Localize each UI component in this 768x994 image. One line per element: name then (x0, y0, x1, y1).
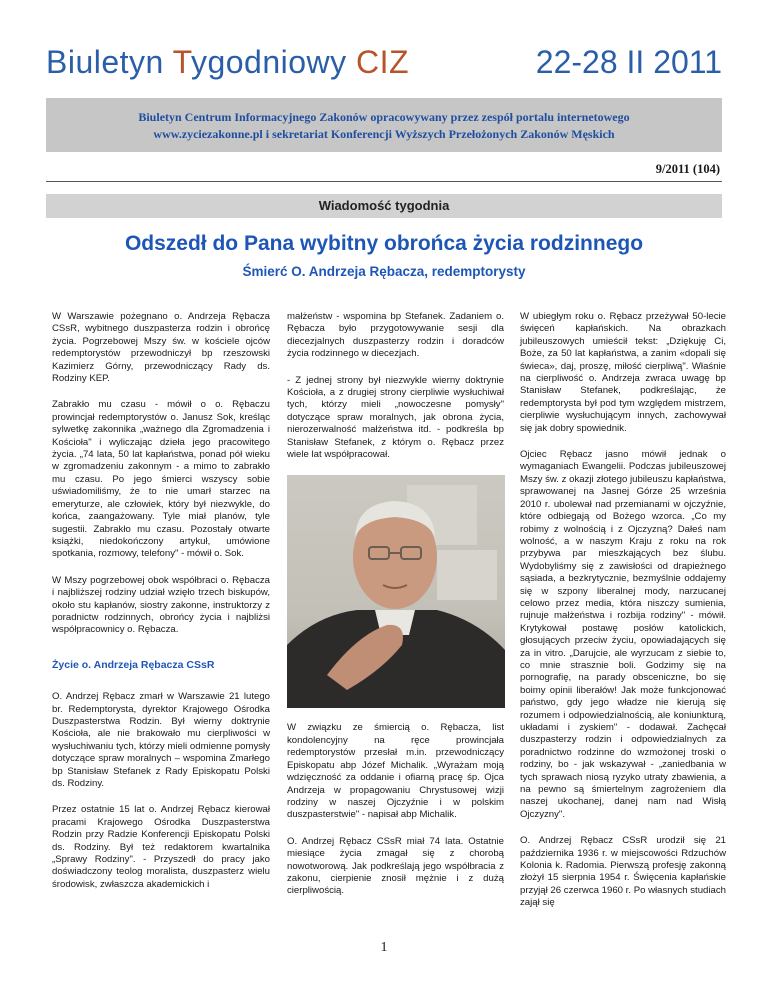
article-column-3 (520, 311, 726, 924)
paragraph: Zabrakło mu czasu - mówił o o. Rębaczu prowincjał redemptorystów o. Janusz Sok, kreśląc sylwetkę zakonnika „ważnego dla Zgromadzenia i Kościoła" i wyliczając dzieła jego pracowitego życia. „74 lata, 50 lat kapłaństwa, ponad pół wieku w zgromadzeniu zakonnym - a mimo to zabrakło mu czasu. Po jego śmierci wszyscy sobie uświadomiliśmy, że to nie umarł starzec na emeryturze, ale człowiek, który był niezwykle, do końca, zaangażowany. Tyle miał planów, tyle sugestii. Zabrakło mu czasu. Pozostały otwarte książki, niedokończony artykuł, umówione spotkania, rozmowy, telefony" - mówił o. Sok. (52, 399, 270, 560)
article-subheadline: Śmierć O. Andrzeja Rębacza, redemptorysty (242, 264, 526, 279)
section-title: Wiadomość tygodnia (46, 194, 722, 218)
section-heading-life: Życie o. Andrzeja Rębacza CSsR (52, 658, 215, 671)
paragraph: W Mszy pogrzebowej obok współbraci o. Rębacza i najbliższej rodziny udział wzięło trzech biskupów, około stu kapłanów, siostry zakonne, instruktorzy z poradnictw rodzinnych, obrońcy życia i najbliżsi współpracownicy o. Rębacza. (52, 574, 270, 636)
issue-date: 22-28 II 2011 (535, 44, 722, 80)
portrait-illustration (287, 475, 505, 708)
page-number: 1 (380, 940, 388, 955)
paragraph: O. Andrzej Rębacz CSsR urodził się 21 października 1936 r. w miejscowości Rdzuchów Kolonia k. Radomia. Pierwszą profesję zakonną złożył 15 sierpnia 1954 r. Święcenia kapłańskie przyjął 26 czerwca 1960 r. Po własnych studiach zajął się (520, 835, 726, 909)
paragraph: W ubiegłym roku o. Rębacz przeżywał 50-lecie święceń kapłańskich. Na obrazkach jubileuszowych umieścił tekst: „Dziękuję Ci, Boże, za 50 lat kapłaństwa, a zanim «dopali się świeca», daj, proszę, miłość cierpliwą". Właśnie na cierpliwość o. Andrzeja zwraca uwagę bp Stanisław Stefanek, podkreślając, że redemptorysta był pod tym względem mistrzem, cierpliwie wysłuchującym innych, zachowywał się jak dobry spowiednik. (520, 311, 726, 434)
divider-top (46, 181, 722, 182)
article-column-2 (287, 311, 504, 912)
issue-number: 9/2011 (104) (655, 162, 720, 176)
paragraph: Ojciec Rębacz jasno mówił jednak o wymaganiach Ewangelii. Podczas jubileuszowej Mszy św. z okazji złotego jubileuszu kapłaństwa, sprawowanej na Jasnej Górze 25 września 2010 r. ubolewał nad przemianami w ojczyźnie, które odbiegają od Bożego wzorca. „Co my robimy z wolnością i z Ojczyzną? Dałeś nam wolność, a w naszym Kraju z roku na rok przybywa par mieszkających bez ślubu. Wydobyliśmy się z zawisłości od drapieżnego sąsiada, a bezkrytycznie, bezmyślnie oddajemy się w szpony liberalnej mody, narzucanej celowo przez media, która niszczy sumienia, rujnuje małżeństwa i rozbija rodziny" - mówił. Krytykował postawę posłów katolickich, głosujących przeciw życiu, opowiadających się za in vitro. „Darujcie, ale wyrzucam z siebie to, co mnie strasznie boli. Godzimy się na pornografię, na parady obsceniczne, bo się boimy opinii liberałów! Jak może funkcjonować państwo, gdy jego władze nie kierują się rozumem i odpowiedzialnością, ale koniunkturą, układami i zyskiem" - dodawał. Zachęcał duszpasterzy rodzin i odpowiedzialnych za poradnictwo rodzinne do wzmożonej troski o rodziny, bo - jak wskazywał - „zaniedbania w tych sprawach niosą ryzyko utraty zbawienia, a na pewno są śmiertelnym zagrożeniem dla naszej ukochanej, danej nam nad Wisłą Ojczyzny". (520, 449, 726, 820)
paragraph: O. Andrzej Rębacz CSsR miał 74 lata. Ostatnie miesiące życia zmagał się z chorobą nowotworową. Jak podkreślają jego współbracia z zakonu, cierpienie znosił mężnie i z dużą cierpliwością. (287, 835, 504, 897)
portrait-photo (287, 475, 505, 708)
paragraph: W Warszawie pożegnano o. Andrzeja Rębacza CSsR, wybitnego duszpasterza rodzin i obrońcę życia. Pogrzebowej Mszy św. w kościele ojców redemptorystów przewodniczył bp rzeszowski Kazimierz Górny, przewodniczący Rady ds. Rodziny KEP. (52, 311, 270, 385)
masthead (46, 44, 722, 92)
publisher-line-2: www.zyciezakonne.pl i sekretariat Konferencji Wyższych Przełożonych Zakonów Męskich (153, 127, 615, 141)
paragraph: - Z jednej strony był niezwykle wierny doktrynie Kościoła, a z drugiej strony cierpliwie wysłuchiwał tych, którzy mieli „nowoczesne pomysły" dotyczące spraw moralnych, jak obrona życia, nierozerwalność małżeństwa itd. - podkreśla bp Stanisław Stefanek, z którym o. Rębacz przez wiele lat współpracował. (287, 374, 504, 461)
paragraph: małżeństw - wspomina bp Stefanek. Zadaniem o. Rębacza było przygotowywanie sesji dla diecezjalnych duszpasterzy rodzin i doradców życia rodzinnego w diecezjach. (287, 311, 504, 360)
bulletin-title: Biuletyn Tygodniowy CIZ (46, 44, 410, 80)
article-headline: Odszedł do Pana wybitny obrońca życia rodzinnego (124, 232, 644, 255)
article-column-1 (52, 311, 270, 905)
paragraph: O. Andrzej Rębacz zmarł w Warszawie 21 lutego br. Redemptorysta, dyrektor Krajowego Ośrodka Duszpasterstwa Rodzin. Był wierny doktrynie Kościoła, ale nie brakowało mu cierpliwości w wysłuchiwaniu tych, którzy mieli odmienne pomysły dotyczące spraw moralnych – wspomina Zmarłego bp Stanisław Stefanek z Rady Episkopatu Polski ds. Rodziny. (52, 691, 270, 789)
publisher-info-band (46, 98, 722, 152)
publisher-line-1: Biuletyn Centrum Informacyjnego Zakonów opracowywany przez zespół portalu internetowego (138, 110, 630, 124)
paragraph: Przez ostatnie 15 lat o. Andrzej Rębacz kierował pracami Krajowego Ośrodka Duszpasterstwa Rodzin przy Radzie Konferencji Episkopatu Polski ds. Rodziny. Był też redaktorem kwartalnika „Sprawy Rodziny". - Przyszedł do pracy jako doświadczony teolog moralista, duszpasterz wielu środowisk, zwłaszcza akademickich i (52, 804, 270, 890)
paragraph: W związku ze śmiercią o. Rębacza, list kondolencyjny na ręce prowincjała redemptorystów przesłał m.in. przewodniczący Episkopatu abp Józef Michalik. „Wyrażam moją wdzięczność za oddanie i ofiarną pracę śp. Ojca Andrzeja w propagowaniu Chrystusowej wizji rodziny w naszej Ojczyźnie i w polskim duszpasterstwie" - napisał abp Michalik. (287, 722, 504, 821)
